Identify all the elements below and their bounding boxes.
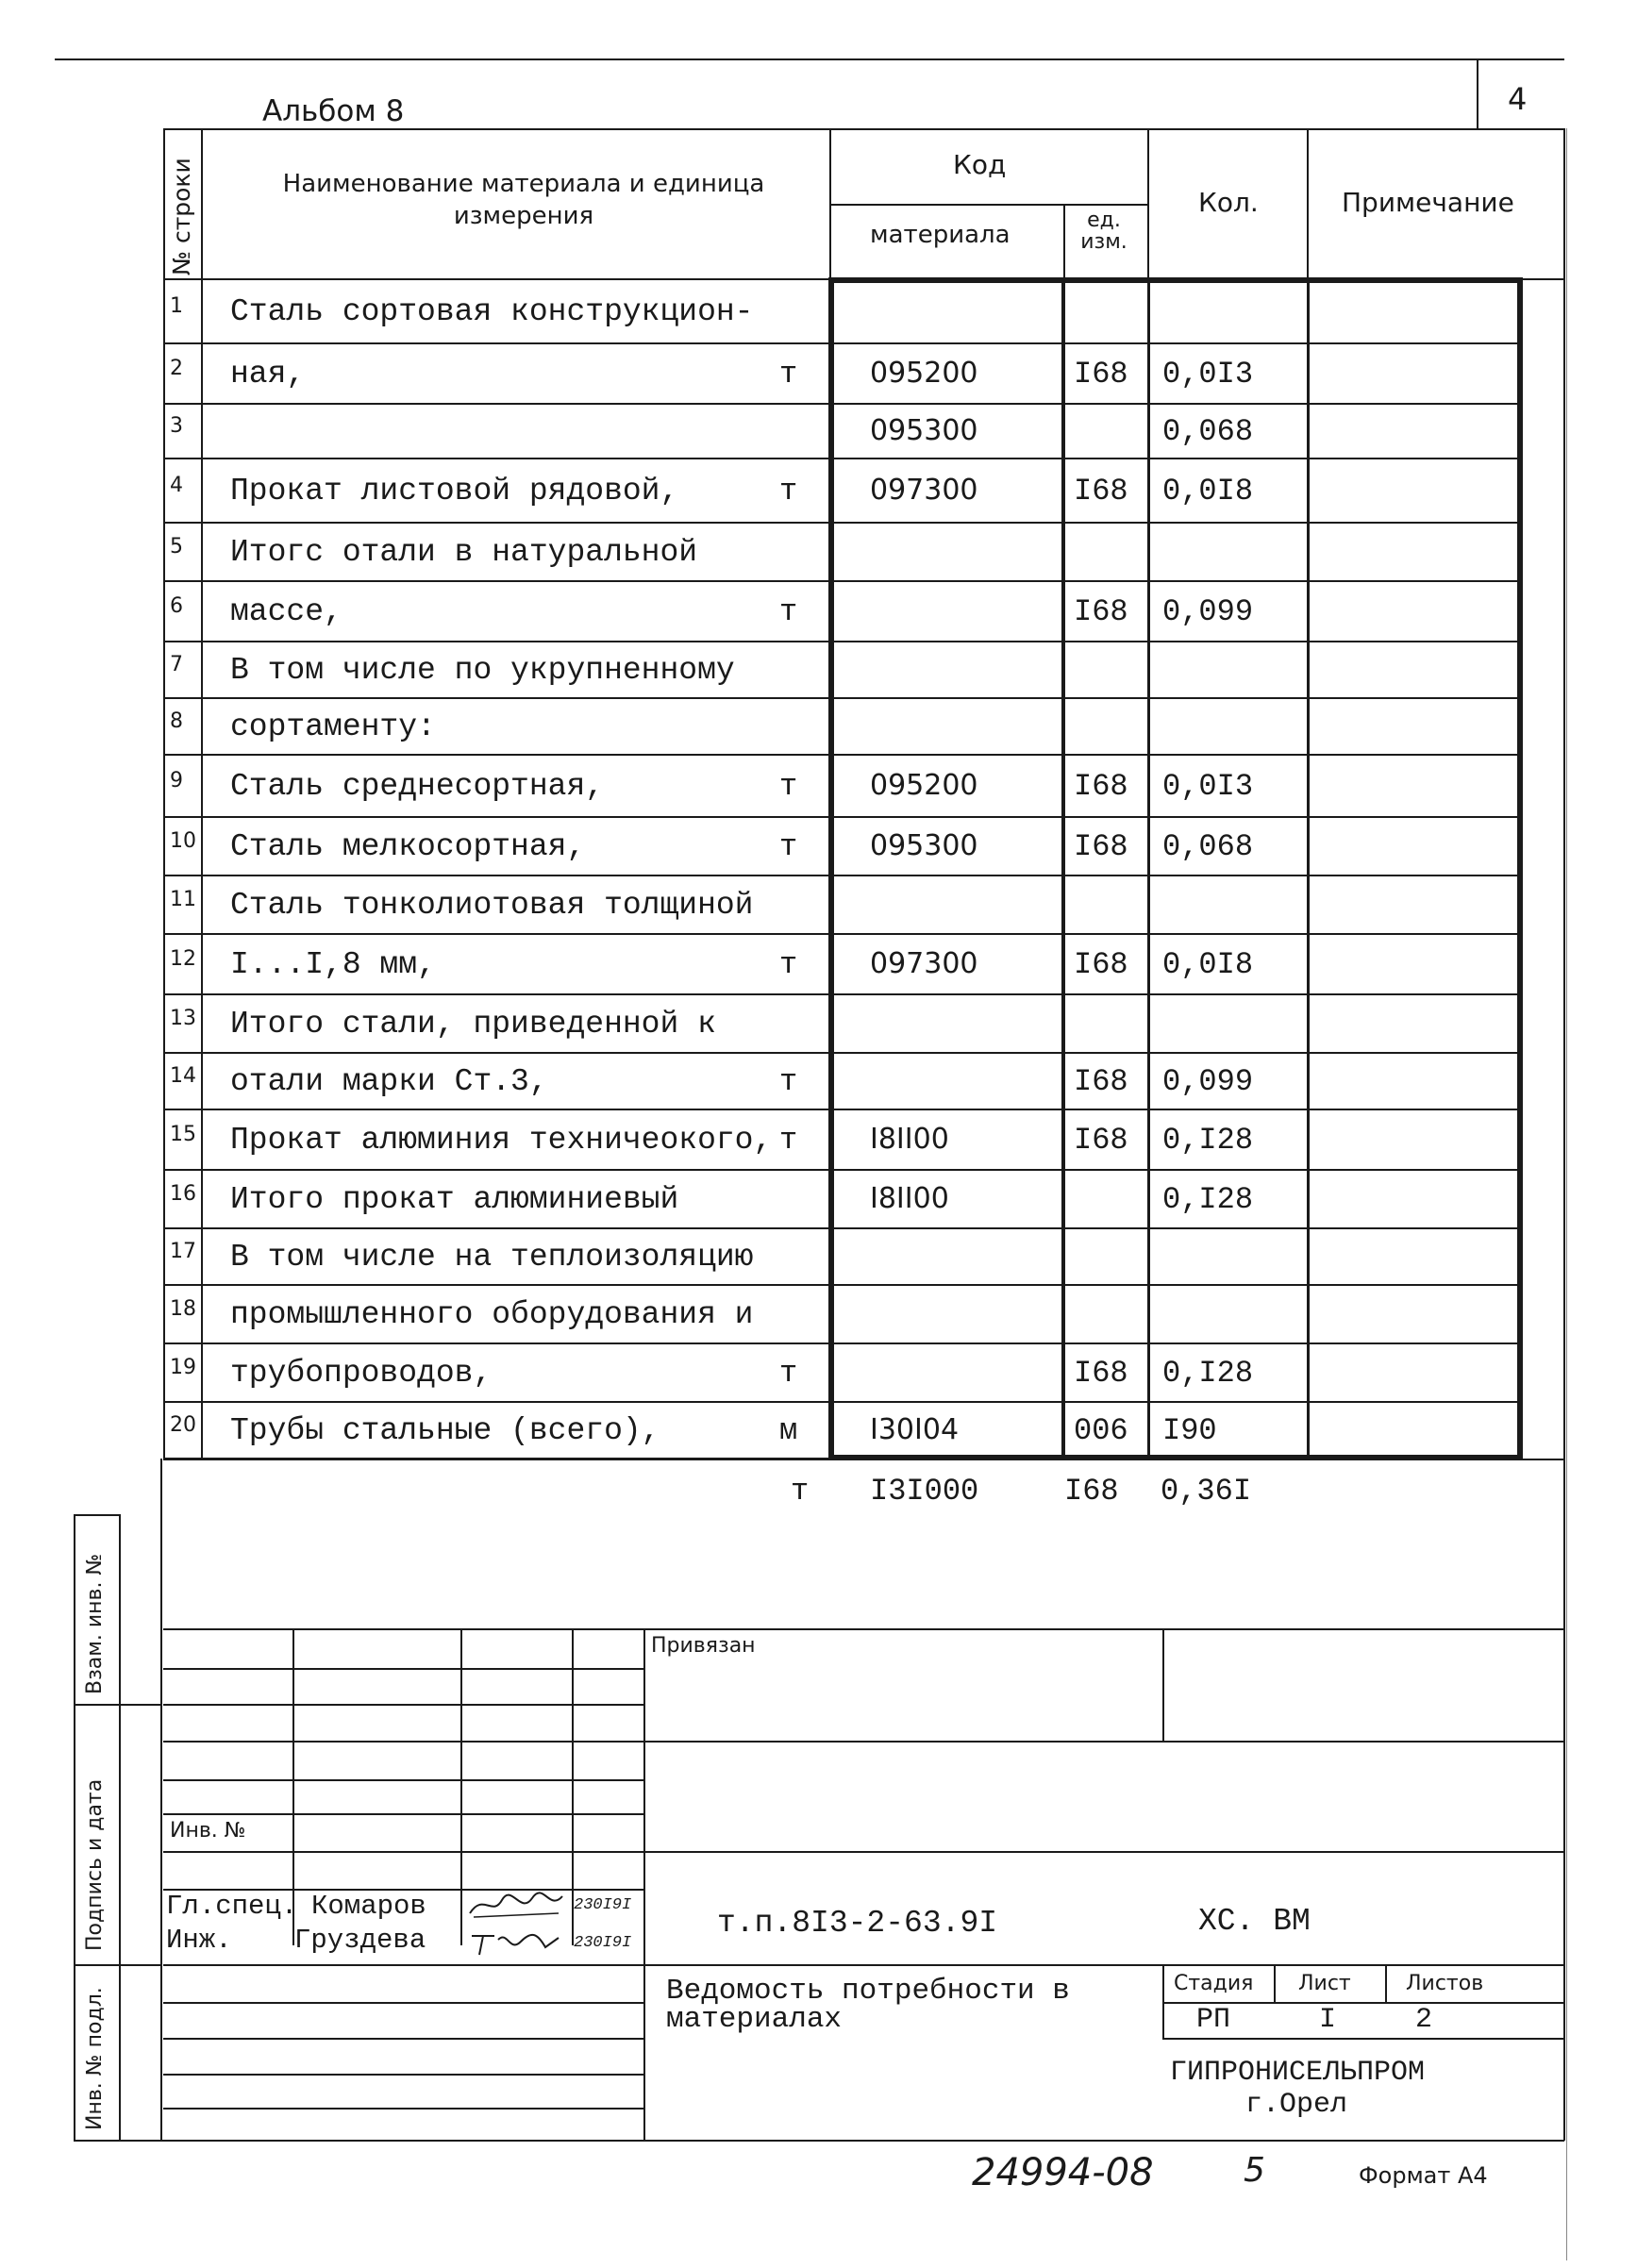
unit-of-measure: т (779, 769, 798, 804)
row-number: 14 (170, 1064, 196, 1088)
tb-line-2082 (163, 1964, 1564, 1966)
date-1: 230I9I (574, 1896, 632, 1914)
unit-code: I68 (1074, 769, 1128, 804)
privyazan-label: Привязан (651, 1634, 756, 1658)
quantity: I90 (1162, 1413, 1217, 1448)
unit-of-measure: т (779, 1356, 798, 1391)
unit-code: I68 (1074, 1064, 1128, 1099)
unit-of-measure: м (779, 1413, 798, 1448)
row-number: 11 (170, 888, 196, 911)
row-number: 7 (170, 653, 183, 676)
sheet-label: Лист (1298, 1972, 1351, 1995)
tb-left-line-7 (163, 2038, 644, 2040)
unit-code: I68 (1074, 474, 1128, 509)
col-sep-unit (1063, 204, 1065, 279)
stage-box-bottom (1162, 2038, 1564, 2040)
material-code: I8II00 (870, 1182, 949, 1215)
row-number: 19 (170, 1356, 196, 1379)
stage-box-sep2 (1385, 1964, 1387, 2002)
unit-code: I68 (1074, 829, 1128, 864)
side-stamp-left (74, 1514, 75, 2142)
row-divider (163, 403, 1523, 405)
col-sep-no (201, 128, 203, 1459)
side-stamp-inv-podl: Инв. № подл. (83, 1987, 107, 2130)
quantity: 0,0I3 (1162, 357, 1254, 392)
signature-2 (466, 1926, 566, 1960)
material-name: Трубы стальные (всего), (230, 1413, 660, 1448)
organization-name: ГИПРОНИСЕЛЬПРОМ (1170, 2057, 1426, 2089)
header-name: Наименование материала и единица измерения (282, 170, 765, 230)
document-title: Ведомость потребности в материалах (666, 1975, 1070, 2036)
row-number: 18 (170, 1297, 196, 1321)
material-name: Прокат алюминия техничеокого, (230, 1123, 773, 1158)
unit-code: I68 (1074, 1123, 1128, 1158)
page-number: 4 (1508, 81, 1528, 117)
format-label: Формат А4 (1359, 2162, 1488, 2189)
quantity: 0,099 (1162, 594, 1254, 629)
side-stamp-sep2 (74, 1964, 162, 1966)
header-unit: ед. изм. (1080, 208, 1128, 254)
row-divider (163, 342, 1523, 344)
tb-vert-privyazan-right (1162, 1628, 1164, 1742)
row-number: 2 (170, 357, 183, 380)
tb-line-1962 (163, 1851, 1564, 1853)
col-bold-code (1147, 277, 1150, 1460)
extra-row-unit: I68 (1064, 1474, 1119, 1509)
material-name: Итогс отали в натуральной (230, 535, 698, 570)
extra-row-code: I3I000 (870, 1474, 979, 1509)
sheets-value: 2 (1415, 2004, 1433, 2036)
material-code: 095200 (870, 769, 978, 802)
material-code: 095300 (870, 829, 978, 862)
tb-left-line-8 (163, 2074, 644, 2076)
quantity: 0,I28 (1162, 1356, 1254, 1391)
title-block-top (163, 1459, 1564, 1460)
material-name: I...I,8 мм, (230, 947, 436, 982)
tb-left-line-6 (163, 2002, 644, 2004)
row-divider (163, 522, 1523, 524)
header-row-no: № строки (168, 158, 195, 275)
table-top-line (163, 128, 1564, 130)
col-bold-qty (1307, 277, 1310, 1460)
row-divider (163, 1109, 1523, 1110)
name-komarov: Комаров (311, 1891, 426, 1922)
data-area-bold-frame (828, 277, 1523, 1460)
material-name: сортаменту: (230, 709, 436, 744)
page-number-box-left (1477, 58, 1478, 128)
quantity: 0,068 (1162, 414, 1254, 449)
quantity: 0,0I8 (1162, 474, 1254, 509)
side-stamp-vzam: Взам. инв. № (83, 1553, 107, 1694)
row-number: 1 (170, 294, 183, 318)
archive-number: 24994-08 (972, 2151, 1154, 2194)
row-divider (163, 1401, 1523, 1403)
row-divider (163, 993, 1523, 995)
signature-1 (464, 1889, 568, 1921)
row-divider (163, 1169, 1523, 1171)
side-stamp-right (160, 1459, 162, 2142)
header-note: Примечание (1342, 187, 1514, 218)
material-name: массе, (230, 594, 342, 629)
unit-of-measure: т (779, 1064, 798, 1099)
tb-vert-4 (643, 1628, 645, 2141)
inv-no-label: Инв. № (170, 1819, 246, 1843)
sheets-label: Листов (1406, 1972, 1484, 1995)
side-stamp-bottom (74, 2140, 1564, 2142)
row-number: 20 (170, 1413, 196, 1437)
row-number: 4 (170, 474, 183, 497)
row-divider (163, 1342, 1523, 1344)
right-margin-line (1566, 128, 1567, 2260)
doc-code: т.п.8I3-2-63.9I (717, 1906, 998, 1941)
quantity: 0,0I8 (1162, 947, 1254, 982)
row-divider (163, 1052, 1523, 1054)
row-number: 3 (170, 414, 183, 438)
row-divider (163, 875, 1523, 876)
tb-line-1845 (163, 1741, 1564, 1743)
unit-code: I68 (1074, 357, 1128, 392)
row-number: 17 (170, 1240, 196, 1263)
side-stamp-podpis: Подпись и дата (83, 1778, 107, 1951)
unit-code: I68 (1074, 1356, 1128, 1391)
stage-label: Стадия (1174, 1972, 1254, 1995)
col-bold-unit (1061, 277, 1065, 1460)
side-stamp-top (74, 1514, 121, 1516)
row-number: 16 (170, 1182, 196, 1206)
quantity: 0,0I3 (1162, 769, 1254, 804)
header-material-code: материала (870, 221, 1011, 249)
unit-of-measure: т (779, 829, 798, 864)
organization-city: г.Орел (1245, 2089, 1348, 2121)
unit-of-measure: т (779, 1123, 798, 1158)
material-name: Сталь тонколиотовая толщиной (230, 888, 754, 923)
material-code: 097300 (870, 474, 978, 507)
album-label: Альбом 8 (262, 94, 405, 128)
material-name: Итого стали, приведенной к (230, 1007, 716, 1042)
date-2: 230I9I (574, 1934, 632, 1952)
material-name: трубопроводов, (230, 1356, 493, 1391)
material-name: В том числе на теплоизоляцию (230, 1240, 754, 1275)
unit-of-measure: т (779, 474, 798, 509)
extra-row-qty: 0,36I (1161, 1474, 1252, 1509)
material-name: Сталь сортовая конструкцион- (230, 294, 754, 329)
quantity: 0,I28 (1162, 1123, 1254, 1158)
material-name: Сталь среднесортная, (230, 769, 605, 804)
row-divider (163, 1227, 1523, 1229)
row-divider (163, 1284, 1523, 1286)
side-stamp-mid (119, 1514, 121, 2142)
row-divider (163, 697, 1523, 699)
doc-mark: ХС. ВМ (1198, 1904, 1311, 1939)
footer-page: 5 (1244, 2151, 1265, 2190)
tb-left-line-9 (163, 2108, 644, 2110)
unit-code: I68 (1074, 594, 1128, 629)
col-sep-qty (1307, 128, 1309, 279)
material-name: Итого прокат алюминиевый (230, 1182, 679, 1217)
sheet-value: I (1319, 2004, 1337, 2036)
name-gruzdeva: Груздева (294, 1925, 426, 1956)
material-name: промышленного оборудования и (230, 1297, 754, 1332)
material-name: Сталь мелкосортная, (230, 829, 586, 864)
tb-vert-2 (460, 1628, 462, 1945)
material-code: 095300 (870, 414, 978, 447)
row-number: 13 (170, 1007, 196, 1030)
quantity: 0,099 (1162, 1064, 1254, 1099)
row-divider (163, 641, 1523, 642)
title-block-line-1726 (163, 1628, 1564, 1630)
unit-code: 006 (1074, 1413, 1128, 1448)
material-code: 095200 (870, 357, 978, 390)
row-number: 9 (170, 769, 183, 792)
material-code: I30I04 (870, 1413, 960, 1446)
unit-of-measure: т (779, 357, 798, 392)
table-left-line (163, 128, 165, 1459)
row-divider (163, 458, 1523, 459)
unit-of-measure: т (779, 947, 798, 982)
stage-box-sep1 (1274, 1964, 1276, 2002)
row-number: 8 (170, 709, 183, 733)
side-stamp-sep1 (74, 1704, 162, 1706)
stage-value: РП (1196, 2004, 1231, 2036)
header-code: Код (953, 149, 1007, 180)
row-number: 6 (170, 594, 183, 618)
material-code: I8II00 (870, 1123, 949, 1156)
role-gl-spec: Гл.спец. (166, 1891, 298, 1922)
table-right-outer (1563, 128, 1565, 2141)
top-border-line (55, 58, 1564, 60)
code-sub-header-line (829, 204, 1148, 206)
row-number: 5 (170, 535, 183, 559)
extra-row-uom: т (791, 1474, 810, 1509)
row-number: 15 (170, 1123, 196, 1146)
row-divider (163, 754, 1523, 756)
row-number: 12 (170, 947, 196, 971)
material-name: Прокат листовой рядовой, (230, 474, 679, 509)
material-name: В том числе по укрупненному (230, 653, 735, 688)
material-name: ная, (230, 357, 306, 392)
row-divider (163, 816, 1523, 818)
unit-code: I68 (1074, 947, 1128, 982)
material-code: 097300 (870, 947, 978, 980)
header-qty: Кол. (1198, 187, 1259, 218)
unit-of-measure: т (779, 594, 798, 629)
row-divider (163, 933, 1523, 935)
role-inzh: Инж. (166, 1925, 232, 1956)
material-name: отали марки Ст.3, (230, 1064, 548, 1099)
row-divider (163, 580, 1523, 582)
quantity: 0,I28 (1162, 1182, 1254, 1217)
row-number: 10 (170, 829, 196, 853)
quantity: 0,068 (1162, 829, 1254, 864)
